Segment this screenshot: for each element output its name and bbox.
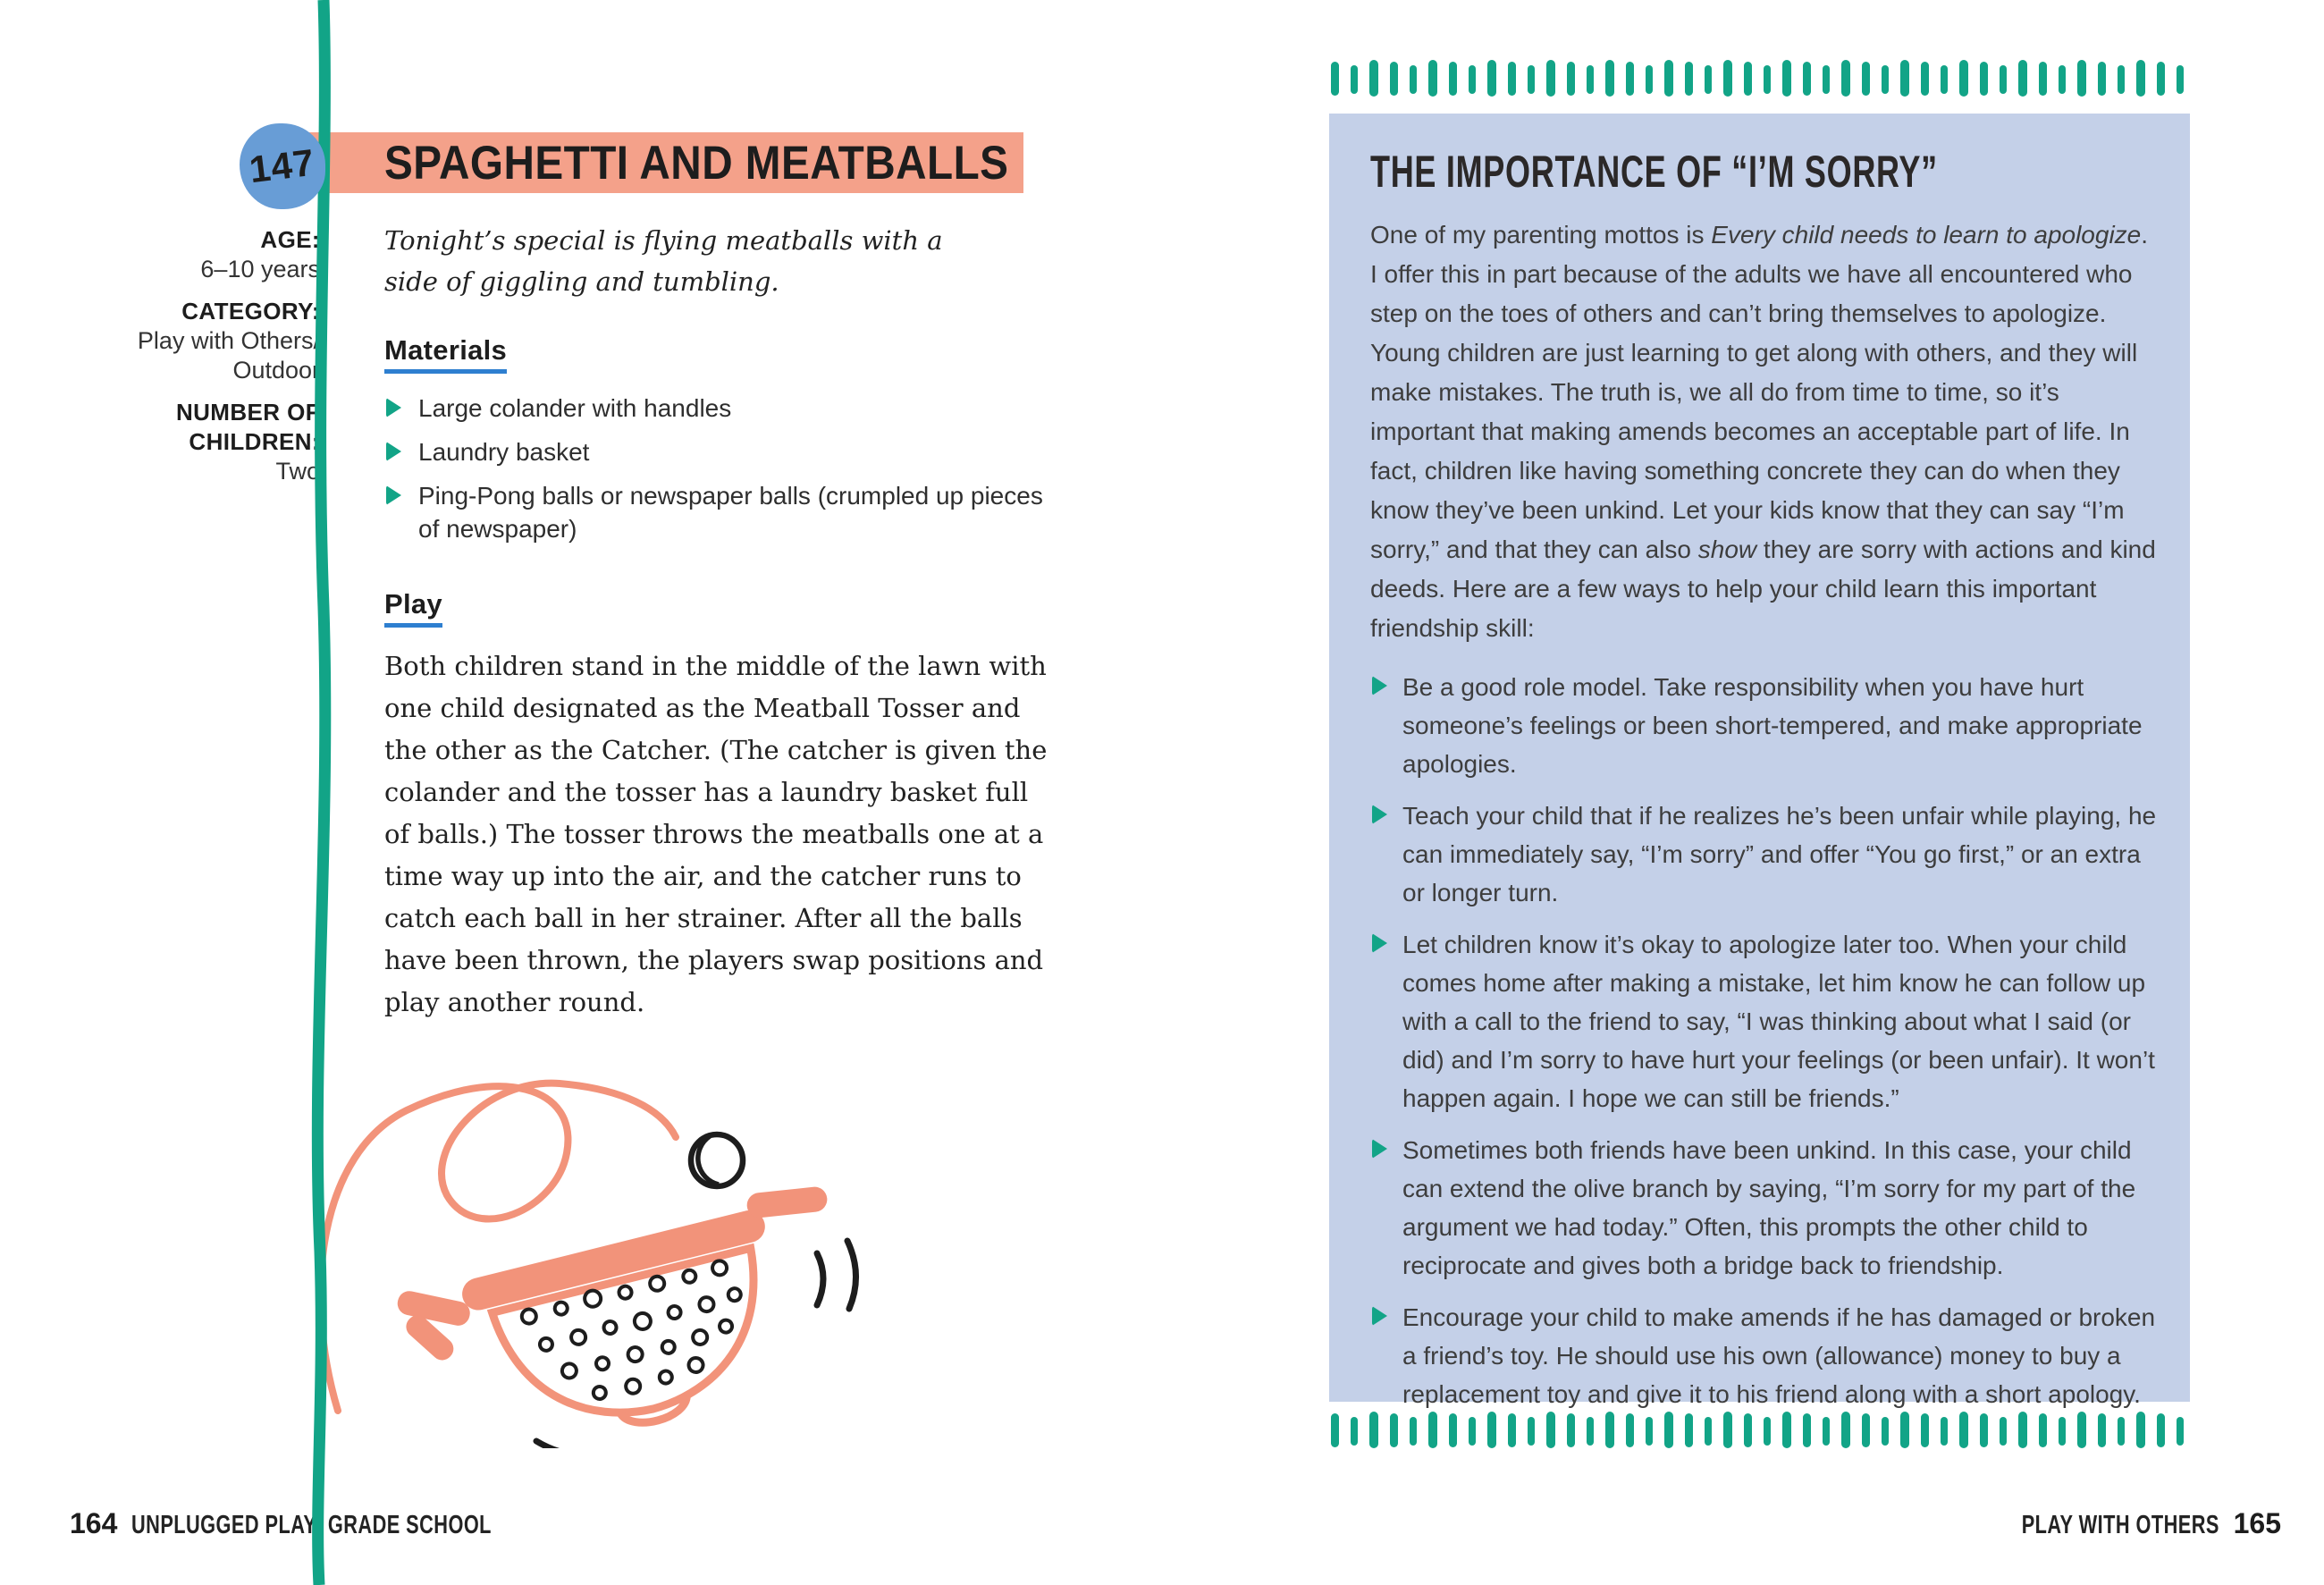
age-value: 6–10 years (200, 256, 320, 282)
sidebar-box-intro: One of my parenting mottos is Every child needs to learn to apologize. I offer this in part because of the adults we have all encountered who step on the toes of others and can’t bring themselves to apologize. Young children are just learning to get along with others, and they will make mistakes. The truth is, we all do from time to time, so it’s important that making amends becomes an acceptable part of life. In fact, children like having something concrete they can do when they know they’ve been unkind. Let your kids know that they can say “I’m sorry,” and that they can also show they are sorry with actions and kind deeds. Here are a few ways to help your child learn this important friendship skill: (1370, 221, 2156, 642)
activity-intro: Tonight’s special is flying meatballs with a side of giggling and tumbling. (384, 225, 943, 297)
right-page-footer (1956, 1507, 2281, 1540)
running-title-right: PLAY WITH OTHERS (2021, 1511, 2219, 1539)
activity-content (384, 220, 1050, 1024)
sidebar-box-title: THE IMPORTANCE OF “I’M SORRY” (1370, 147, 1938, 197)
activity-title-band (270, 132, 1023, 193)
decorative-dash-border-top (1329, 59, 2190, 98)
ball-icon (691, 1134, 743, 1186)
materials-heading: Materials (384, 334, 507, 374)
list-item: Large colander with handles (384, 392, 1050, 425)
age-label: AGE: (260, 226, 320, 253)
category-value: Play with Others/ Outdoor (137, 327, 320, 384)
list-item: Laundry basket (384, 435, 1050, 468)
colander-meatball-illustration (268, 1019, 876, 1448)
page-number-left: 164 (70, 1507, 118, 1539)
materials-list (384, 392, 1050, 545)
sidebar-tips-list (1370, 668, 2160, 1413)
list-item: Sometimes both friends have been unkind. In this case, your child can extend the olive branch by saying, “I’m sorry for my part of the argument we had today.” Often, this prompts the other child to reciprocate and gives both a bridge back to friendship. (1370, 1131, 2160, 1285)
running-title-left: UNPLUGGED PLAY: GRADE SCHOOL (131, 1511, 493, 1539)
left-page-footer (70, 1507, 612, 1540)
activity-number: 147 (247, 140, 318, 191)
list-item: Teach your child that if he realizes he’s been unfair while playing, he can immediately say, “I’m sorry” and offer “You go first,” or an extra or longer turn. (1370, 797, 2160, 912)
page-number-right: 165 (2233, 1507, 2281, 1539)
list-item: Be a good role model. Take responsibility when you have hurt someone’s feelings or been short-tempered, and make appropriate apologies. (1370, 668, 2160, 783)
list-item: Encourage your child to make amends if he has damaged or broken a friend’s toy. He should use his own (allowance) money to buy a replacement toy and give it to his friend along with a short apology. (1370, 1298, 2160, 1413)
play-heading: Play (384, 588, 442, 628)
play-instructions: Both children stand in the middle of the lawn with one child designated as the Meatball Tosser and the other as the Catcher. (The catcher is given the colander and the tosser has a laundry basket full of balls.) The tosser throws the meatballs one at a time way up into the air, and the catcher runs to catch each ball in her strainer. After all the balls have been thrown, the players swap positions and play another round. (384, 651, 1048, 1017)
activity-number-badge (240, 123, 325, 209)
list-item: Ping-Pong balls or newspaper balls (crumpled up pieces of newspaper) (384, 479, 1050, 545)
activity-title: SPAGHETTI AND MEATBALLS (384, 136, 1009, 190)
colander-icon (388, 1175, 871, 1448)
category-label: CATEGORY: (181, 298, 320, 325)
children-value: Two (275, 458, 320, 485)
sidebar-box (1329, 114, 2190, 1408)
activity-meta (89, 225, 320, 486)
children-label: NUMBER OF CHILDREN: (175, 399, 320, 455)
decorative-dash-border-bottom (1329, 1411, 2190, 1450)
list-item: Let children know it’s okay to apologize later too. When your child comes home after making a mistake, let him know he can follow up with a call to the friend to say, “I was thinking about what I said (or did) and I’m sorry to have hurt your feelings (or been unfair). It won’t happen again. I hope we can still be friends.” (1370, 925, 2160, 1117)
